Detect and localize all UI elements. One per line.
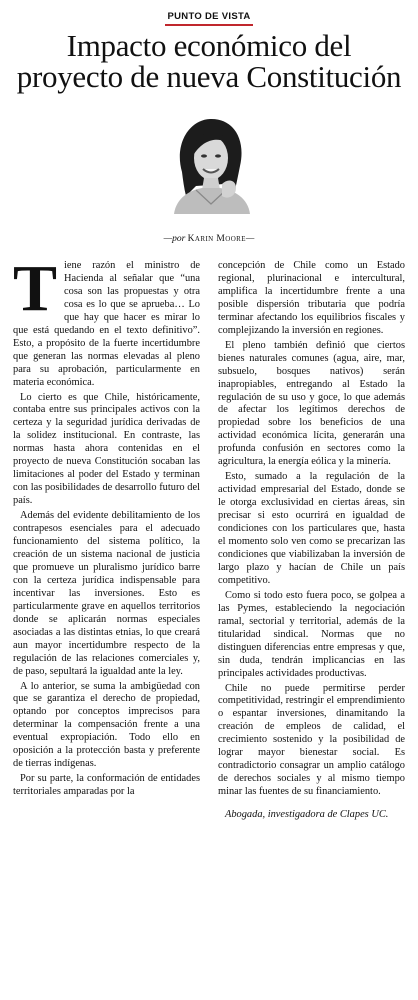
- paragraph: El pleno también definió que ciertos bienes naturales comunes (agua, aire, mar, subsuelo, bosques nativos) serán inapropiables, entregando al Estado la regulación de su uso y goce, lo que además de afectar los legítimos derechos de propiedad sobre los beneficios de una actividad económica lícita, generarán una profunda confusión en sectores como la agricultura, la energía eólica y la minería.: [218, 339, 405, 468]
- paragraph: concepción de Chile como un Estado regional, plurinacional e intercultural, amplifica la incertidumbre frente a una posible dispersión tributaria que podría terminar afectando los equilibrios fiscales y complejizando la inversión en regiones.: [218, 260, 405, 336]
- author-photo: [144, 114, 274, 216]
- paragraph: Además del evidente debilitamiento de los contrapesos esenciales para el adecuado funcionamiento del sistema político, la creación de un sistema nacional de justicia que promueve un pluralismo jurídico barre con la certeza jurídica indispensable para incentivar las inversiones. Esto es particularmente grave en aquellos territorios donde se aplicarán normas especiales asociadas a las distintas etnias, lo que creará aun mayor incertidumbre respecto de la regulación de las relaciones comerciales y, de paso, sepultará la igualdad ante la ley.: [13, 510, 200, 677]
- column-left: [13, 252, 200, 824]
- paragraph: Esto, sumado a la regulación de la actividad empresarial del Estado, donde se le otorga exclusividad en ciertas áreas, sin precisar si esto ocurrirá en igualdad de condiciones con los particulares que, hasta el momento solo ven como se precarizan las condiciones que viabilizaban la inversión de largo plazo y hacían de Chile un país competitivo.: [218, 471, 405, 586]
- author-signature: Abogada, investigadora de Clapes UC.: [225, 809, 389, 821]
- byline: [13, 234, 405, 248]
- byline-author: Karin Moore: [187, 234, 246, 244]
- article-body: [13, 252, 405, 824]
- paragraph-text: iene razón el ministro de Hacienda al señalar que “una cosa son las propuestas y otra cosa es lo que se aprueba… Lo que hay que hacer es mirar lo que está quedando en el texto definitivo”. Esto, a propósito de la fuerte incertidumbre que generan las normas elevadas al pleno para su aprobación, particularmente en materia económica.: [13, 260, 200, 388]
- paragraph: Como si todo esto fuera poco, se golpea a las Pymes, estableciendo la negociación ramal, sectorial y territorial, además de la titularidad sindical. Normas que no distinguen diferencias entre empresas y que, sin duda, tendrán implicancias en las principales actividades productivas.: [218, 589, 405, 679]
- author-photo-container: [13, 114, 405, 216]
- paragraph: Lo cierto es que Chile, históricamente, contaba entre sus principales activos con la certeza y la seguridad jurídica derivadas de la solidez institucional. En contraste, las normas hasta ahora contenidas en el proyecto de nueva Constitución socaban las limitaciones al poder del Estado y terminan con las posibilidades de desarrollo futuro del país.: [13, 391, 200, 507]
- paragraph: A lo anterior, se suma la ambigüedad con que se garantiza el derecho de propiedad, optando por conceptos imprecisos para determinar la compensación frente a una eventual expropiación. Todo ello en oposición a la protección basta y preferente de tierras indígenas.: [13, 680, 200, 770]
- paragraph: Por su parte, la conformación de entidades territoriales amparadas por la: [13, 773, 200, 798]
- section-label-text: PUNTO DE VISTA: [165, 11, 252, 26]
- byline-prefix: —por: [163, 234, 186, 244]
- headline: Impacto económico del proyecto de nueva Constitución: [16, 28, 402, 94]
- column-right: [218, 260, 405, 824]
- byline-suffix: —: [245, 234, 255, 244]
- section-label: [13, 0, 405, 22]
- drop-cap: T: [13, 252, 58, 325]
- paragraph: Chile no puede permitirse perder competitividad, restringir el emprendimiento o espantar inversiones, dinamitando la creación de empleos de calidad, el crecimiento sostenido y la posibilidad de lograr mayor bienestar social. Es contradictorio consagrar un amplio catálogo de derechos sociales y al mismo tiempo minar las fuentes de su financiamiento.: [218, 682, 405, 798]
- paragraph: [13, 252, 200, 390]
